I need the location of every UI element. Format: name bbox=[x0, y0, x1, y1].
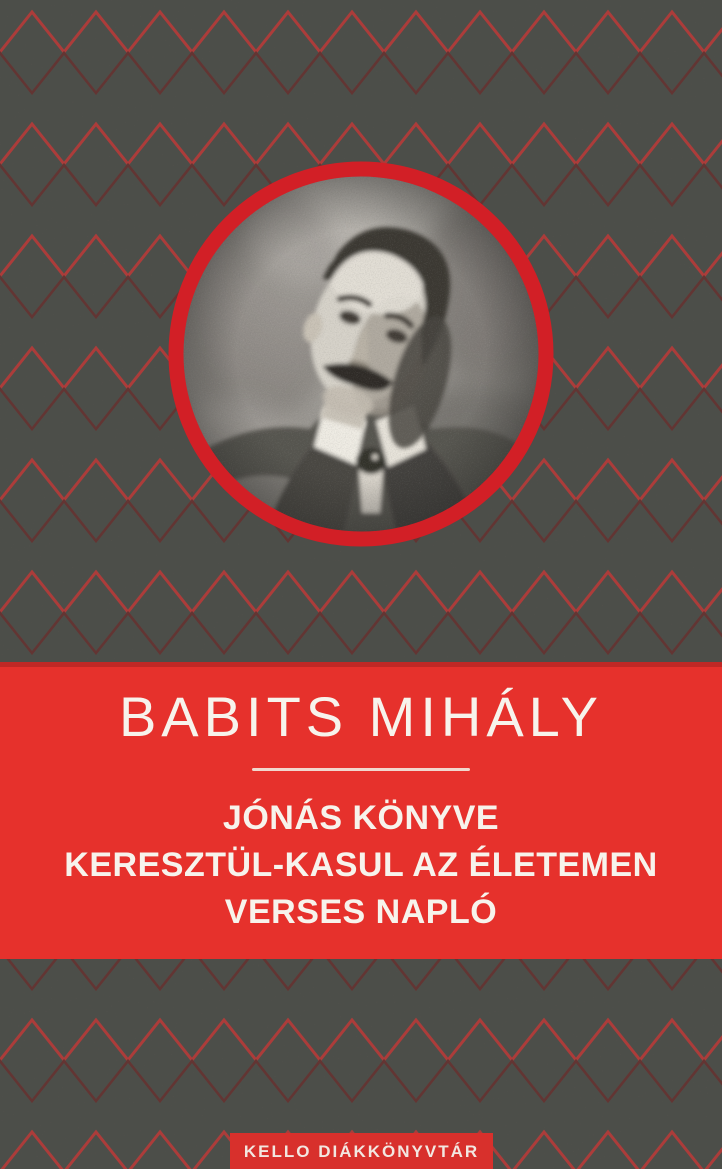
author-name: BABITS MIHÁLY bbox=[118, 685, 604, 748]
book-title-line: VERSES NAPLÓ bbox=[224, 893, 498, 931]
publisher-badge bbox=[230, 1133, 493, 1169]
title-list bbox=[64, 795, 657, 936]
title-band bbox=[0, 662, 722, 959]
book-title-line: KERESZTÜL-KASUL AZ ÉLETEMEN bbox=[64, 846, 658, 884]
portrait bbox=[168, 161, 554, 547]
book-title-line: JÓNÁS KÖNYVE bbox=[222, 799, 500, 837]
divider-line bbox=[252, 768, 470, 771]
publisher-label: KELLO DIÁKKÖNYVTÁR bbox=[243, 1142, 480, 1161]
portrait-photo bbox=[168, 161, 554, 547]
